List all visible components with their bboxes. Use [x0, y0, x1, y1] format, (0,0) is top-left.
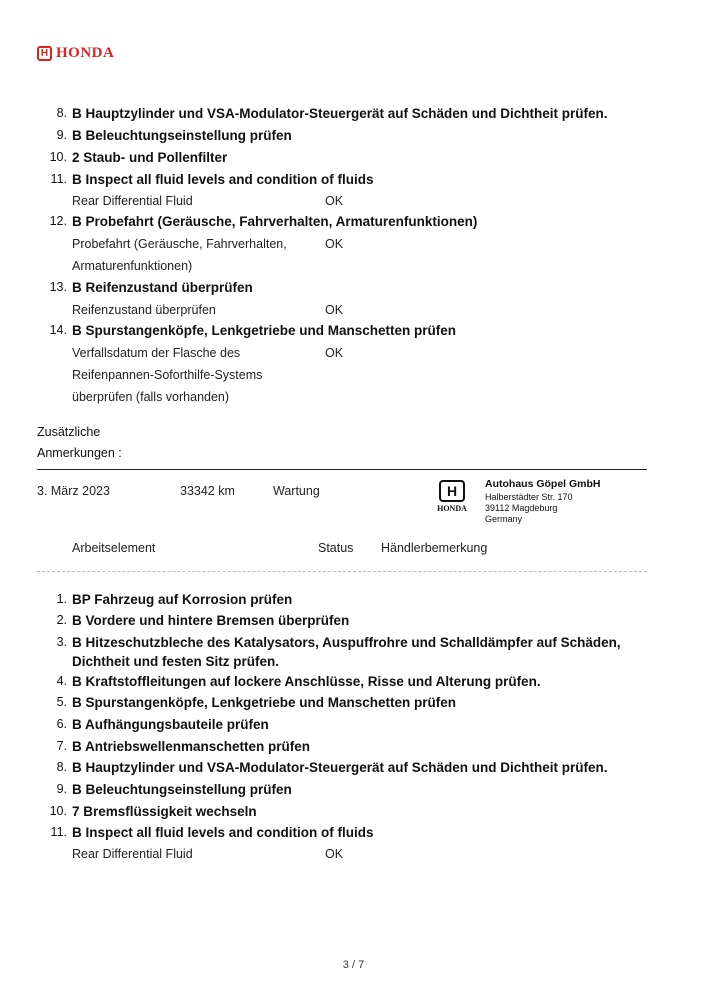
item-number: 13. [49, 280, 67, 294]
item-title: B Inspect all fluid levels and condition of fluids [72, 825, 374, 840]
honda-wordmark: HONDA [56, 45, 115, 61]
column-header-status: Status [318, 541, 354, 555]
item-status: OK [325, 237, 344, 251]
item-number: 10. [49, 150, 67, 164]
item-number: 10. [49, 804, 67, 818]
item-detail: Probefahrt (Geräusche, Fahrverhalten, [72, 237, 287, 251]
item-title: B Probefahrt (Geräusche, Fahrverhalten, Armaturenfunktionen) [72, 214, 478, 229]
item-title: B Vordere und hintere Bremsen überprüfen [72, 613, 350, 628]
item-number: 14. [49, 323, 67, 337]
column-header-element: Arbeitselement [72, 541, 156, 555]
item-number: 6. [56, 717, 67, 731]
item-title: B Spurstangenköpfe, Lenkgetriebe und Manschetten prüfen [72, 323, 457, 338]
remarks-label-line2: Anmerkungen : [37, 446, 122, 460]
dealer-address [485, 479, 601, 525]
item-detail: Reifenpannen-Soforthilfe-Systems [72, 368, 263, 382]
item-number: 9. [56, 782, 67, 796]
column-header-remark: Händlerbemerkung [381, 541, 488, 555]
item-number: 4. [56, 674, 67, 688]
item-number: 8. [56, 760, 67, 774]
item-title: BP Fahrzeug auf Korrosion prüfen [72, 592, 293, 607]
honda-h-mark: H [439, 480, 465, 502]
item-title: B Antriebswellenmanschetten prüfen [72, 739, 311, 754]
item-number: 2. [56, 613, 67, 627]
item-title: B Reifenzustand überprüfen [72, 280, 253, 295]
service-mileage: 33342 km [180, 484, 235, 498]
service-date: 3. März 2023 [37, 484, 110, 498]
item-title: B Hauptzylinder und VSA-Modulator-Steuergerät auf Schäden und Dichtheit prüfen. [72, 760, 608, 775]
item-number: 12. [49, 214, 67, 228]
item-status: OK [325, 303, 344, 317]
item-title: B Hitzeschutzbleche des Katalysators, Auspuffrohre und Schalldämpfer auf Schäden, [72, 635, 621, 650]
item-title: 2 Staub- und Pollenfilter [72, 150, 228, 165]
item-number: 9. [56, 128, 67, 142]
item-title: B Beleuchtungseinstellung prüfen [72, 128, 292, 143]
honda-logo [37, 45, 114, 62]
item-detail: Armaturenfunktionen) [72, 259, 193, 273]
item-title: B Spurstangenköpfe, Lenkgetriebe und Manschetten prüfen [72, 695, 457, 710]
dealer-street: Halberstädter Str. 170 [485, 492, 573, 502]
dealer-honda-logo [428, 480, 476, 513]
page-number: 3 / 7 [342, 959, 365, 971]
item-detail: Reifenzustand überprüfen [72, 303, 216, 317]
item-number: 11. [50, 172, 67, 186]
item-title: B Hauptzylinder und VSA-Modulator-Steuergerät auf Schäden und Dichtheit prüfen. [72, 106, 608, 121]
item-detail: überprüfen (falls vorhanden) [72, 390, 230, 404]
item-title: B Aufhängungsbauteile prüfen [72, 717, 269, 732]
dealer-city: 39112 Magdeburg [485, 503, 558, 513]
divider [37, 571, 647, 572]
item-title: B Beleuchtungseinstellung prüfen [72, 782, 292, 797]
dealer-name: Autohaus Göpel GmbH [485, 478, 601, 490]
item-title-continued: Dichtheit und festen Sitz prüfen. [72, 654, 280, 669]
service-type: Wartung [273, 484, 320, 498]
item-title: B Kraftstoffleitungen auf lockere Anschlüsse, Risse und Alterung prüfen. [72, 674, 541, 689]
dealer-country: Germany [485, 514, 523, 524]
item-number: 11. [50, 825, 67, 839]
remarks-label-line1: Zusätzliche [37, 425, 101, 439]
honda-h-mark: H [37, 46, 52, 61]
item-detail: Rear Differential Fluid [72, 847, 193, 861]
item-number: 3. [56, 635, 67, 649]
item-detail: Rear Differential Fluid [72, 194, 193, 208]
item-detail: Verfallsdatum der Flasche des [72, 346, 241, 360]
item-number: 1. [56, 592, 67, 606]
item-status: OK [325, 847, 344, 861]
divider [37, 469, 647, 470]
item-number: 5. [56, 695, 67, 709]
honda-wordmark: HONDA [437, 504, 467, 513]
item-title: 7 Bremsflüssigkeit wechseln [72, 804, 257, 819]
item-number: 7. [56, 739, 67, 753]
item-status: OK [325, 346, 344, 360]
item-number: 8. [56, 106, 67, 120]
item-status: OK [325, 194, 344, 208]
item-title: B Inspect all fluid levels and condition of fluids [72, 172, 374, 187]
